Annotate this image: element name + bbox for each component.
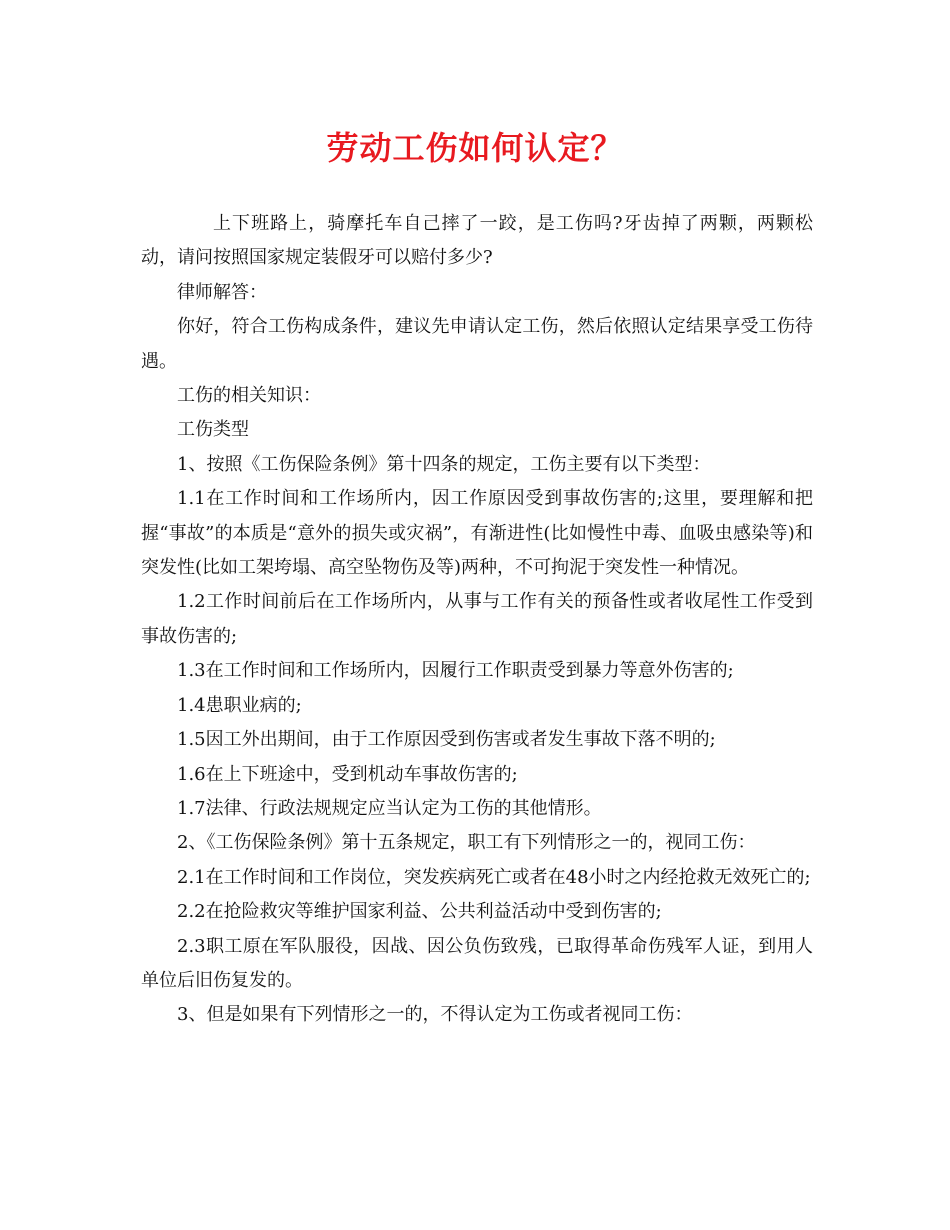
item-1-7: 1.7法律、行政法规规定应当认定为工伤的其他情形。 [177,797,602,819]
item-1-3: 1.3在工作时间和工作场所内，因履行工作职责受到暴力等意外伤害的; [177,660,734,682]
related-knowledge-heading: 工伤的相关知识： [177,385,321,407]
section-1-paragraph: 1、按照《工伤保险条例》第十四条的规定，工伤主要有以下类型： [177,453,711,475]
document-body [141,207,813,1033]
item-2-1: 2.1在工作时间和工作岗位，突发疾病死亡或者在48小时之内经抢救无效死亡的; [177,866,811,888]
item-1-4: 1.4患职业病的; [177,694,302,716]
item-2-2: 2.2在抢险救灾等维护国家利益、公共利益活动中受到伤害的; [177,901,662,923]
item-1-5: 1.5因工外出期间，由于工作原因受到伤害或者发生事故下落不明的; [177,729,716,751]
answer-paragraph: 你好，符合工伤构成条件，建议先申请认定工伤，然后依照认定结果享受工伤待遇。 [141,316,813,372]
answer-heading: 律师解答： [177,281,267,303]
section-2-paragraph: 2、《工伤保险条例》第十五条规定，职工有下列情形之一的，视同工伤： [177,832,756,854]
item-2-3: 2.3职工原在军队服役，因战、因公负伤致残，已取得革命伤残军人证，到用人单位后旧伤复发的。 [141,935,813,991]
item-1-6: 1.6在上下班途中，受到机动车事故伤害的; [177,763,518,785]
item-1-1: 1.1在工作时间和工作场所内，因工作原因受到事故伤害的;这里，要理解和把握“事故”的本质是“意外的损失或灾祸”，有渐进性(比如慢性中毒、血吸虫感染等)和突发性(比如工架垮塌、高空坠物伤及等)两种，不可拘泥于突发性一种情况。 [141,488,813,579]
item-1-2: 1.2工作时间前后在工作场所内，从事与工作有关的预备性或者收尾性工作受到事故伤害的; [141,591,813,647]
injury-types-heading: 工伤类型 [177,419,249,441]
section-3-paragraph: 3、但是如果有下列情形之一的，不得认定为工伤或者视同工伤： [177,1004,693,1026]
question-paragraph: 上下班路上，骑摩托车自己摔了一跤，是工伤吗?牙齿掉了两颗，两颗松动，请问按照国家规定装假牙可以赔付多少? [141,213,813,269]
document-title: 劳动工伤如何认定？ [326,129,624,167]
